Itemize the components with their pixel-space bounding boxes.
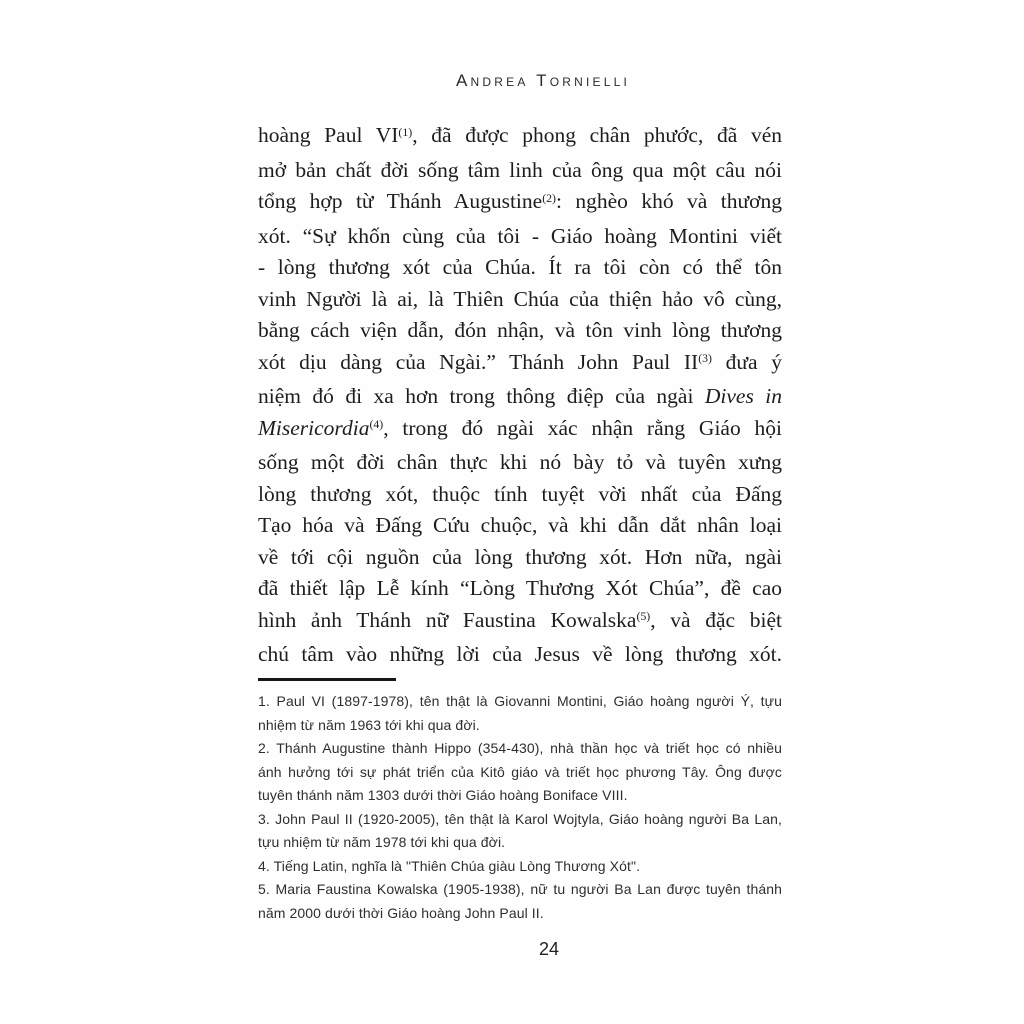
footnote-reference: (4) (369, 417, 384, 431)
text-segment: lòng thương xót, thuộc tính tuyệt vời nhất của Đấng (258, 481, 782, 506)
page-number: 24 (538, 939, 560, 959)
body-text-block (258, 120, 782, 671)
running-header-author: Andrea Tornielli (455, 71, 631, 90)
body-line (258, 413, 782, 448)
text-segment: , và đặc biệt (650, 607, 782, 632)
text-segment: : nghèo khó và thương (555, 189, 782, 213)
text-segment: chú tâm vào những lời của Jesus về lòng thương xót. (258, 642, 782, 666)
footnote-separator-rule (258, 678, 396, 681)
footnote-line: tựu nhiệm từ năm 1978 tới khi qua đời. (258, 834, 506, 850)
text-segment: , trong đó ngài xác nhận rằng Giáo hội (383, 415, 782, 440)
body-line (258, 381, 782, 413)
footnote-line: nhiệm từ năm 1963 tới khi qua đời. (258, 716, 480, 733)
body-line (258, 315, 782, 347)
body-line (258, 447, 782, 479)
footnotes-block (258, 690, 782, 925)
footnote-reference: (5) (636, 609, 651, 623)
text-segment: hoàng Paul VI (258, 123, 399, 147)
text-segment: - lòng thương xót của Chúa. Ít ra tôi còn có thể tôn (258, 255, 782, 279)
body-line (258, 573, 782, 605)
footnote-line: ánh hưởng tới sự phát triển của Kitô giáo và triết học phương Tây. Ông được (258, 763, 782, 780)
body-line (258, 347, 782, 382)
text-segment: xót dịu dàng của Ngài.” Thánh John Paul II (258, 349, 699, 374)
footnote-line: 1. Paul VI (1897-1978), tên thật là Giovanni Montini, Giáo hoàng người Ý, tựu (258, 693, 782, 709)
body-line (258, 510, 782, 542)
text-segment: mở bản chất đời sống tâm linh của ông qua một câu nói (258, 157, 782, 182)
body-line (258, 186, 782, 221)
footnote-line: năm 2000 dưới thời Giáo hoàng John Paul II. (258, 904, 544, 921)
body-line (258, 542, 782, 574)
body-line (258, 479, 782, 511)
body-line (258, 221, 782, 253)
text-segment: hình ảnh Thánh nữ Faustina Kowalska (258, 607, 637, 632)
body-line (258, 252, 782, 284)
text-segment: xót. “Sự khốn cùng của tôi - Giáo hoàng Montini viết (258, 223, 782, 248)
body-line (258, 639, 782, 671)
body-line (258, 284, 782, 316)
text-segment: vinh Người là ai, là Thiên Chúa của thiện hảo vô cùng, (258, 286, 782, 311)
footnote-reference: (2) (542, 190, 556, 205)
text-segment: đã thiết lập Lễ kính “Lòng Thương Xót Chúa”, đề cao (258, 576, 782, 600)
text-segment: đưa ý (712, 349, 783, 374)
body-line (258, 120, 782, 155)
footnote-line: 3. John Paul II (1920-2005), tên thật là Karol Wojtyla, Giáo hoàng người Ba Lan, (258, 810, 782, 827)
text-segment: Dives in (704, 384, 782, 408)
body-line (258, 605, 782, 640)
footnote-line: 4. Tiếng Latin, nghĩa là "Thiên Chúa giàu Lòng Thương Xót". (258, 857, 641, 874)
footnote-line: tuyên thánh năm 1303 dưới thời Giáo hoàng Boniface VIII. (258, 787, 628, 803)
text-segment: , đã được phong chân phước, đã vén (412, 123, 782, 147)
footnote-line: 5. Maria Faustina Kowalska (1905-1938), nữ tu người Ba Lan được tuyên thánh (258, 881, 782, 897)
text-segment: Misericordia (258, 415, 370, 440)
body-line (258, 155, 782, 187)
text-segment: niệm đó đi xa hơn trong thông điệp của ngài (258, 384, 705, 408)
text-segment: tổng hợp từ Thánh Augustine (258, 189, 543, 213)
text-segment: bằng cách viện dẫn, đón nhận, và tôn vinh lòng thương (258, 318, 782, 342)
text-segment: sống một đời chân thực khi nó bày tỏ và tuyên xưng (258, 450, 782, 474)
text-segment: Tạo hóa và Đấng Cứu chuộc, và khi dẫn dắt nhân loại (258, 513, 782, 537)
footnote-reference: (1) (398, 124, 413, 139)
text-segment: về tới cội nguồn của lòng thương xót. Hơn nữa, ngài (258, 544, 782, 569)
footnote-reference: (3) (698, 351, 712, 365)
footnote-line: 2. Thánh Augustine thành Hippo (354-430), nhà thần học và triết học có nhiều (258, 740, 782, 756)
